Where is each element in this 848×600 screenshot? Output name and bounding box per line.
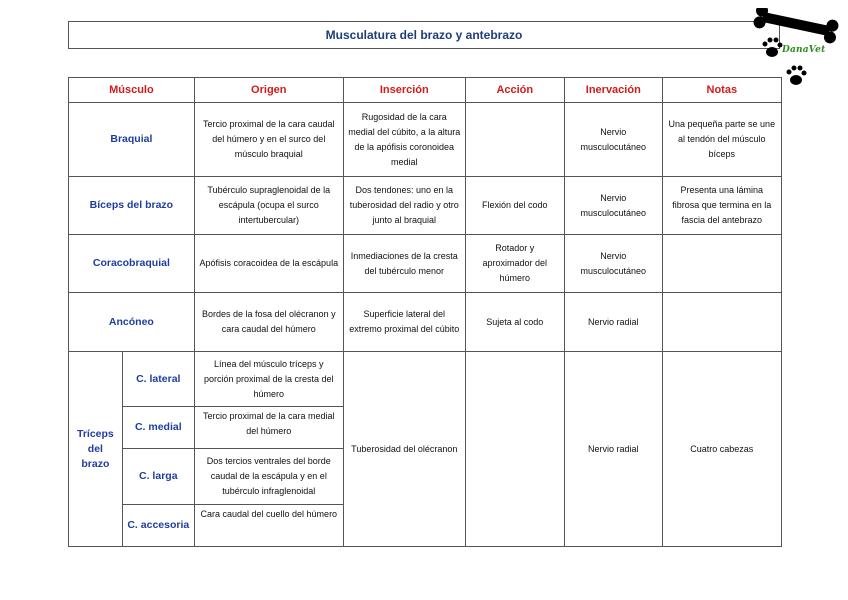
table-row [69,177,782,235]
origin-cell: Bordes de la fosa del olécranon y cara caudal del húmero [194,293,343,352]
notes-cell: Cuatro cabezas [662,352,781,547]
table-row [69,103,782,177]
muscle-name: Bíceps del brazo [69,177,195,235]
logo-text: DanaVet [782,45,826,55]
insertion-cell: Dos tendones: uno en la tuberosidad del radio y otro junto al braquial [343,177,465,235]
innervation-cell: Nervio musculocutáneo [564,103,662,177]
page-title: Musculatura del brazo y antebrazo [68,21,780,49]
header-notas: Notas [662,78,781,103]
insertion-cell: Superficie lateral del extremo proximal del cúbito [343,293,465,352]
muscle-name: Coracobraquial [69,235,195,293]
muscle-name: Braquial [69,103,195,177]
insertion-cell: Inmediaciones de la cresta del tubérculo menor [343,235,465,293]
action-cell: Rotador y aproximador del húmero [465,235,564,293]
muscle-table [68,77,782,547]
innervation-cell: Nervio musculocutáneo [564,235,662,293]
muscle-name-triceps: Tríceps del brazo [69,352,123,547]
innervation-cell: Nervio radial [564,352,662,547]
triceps-head-name: C. accesoria [122,505,194,547]
innervation-cell: Nervio musculocutáneo [564,177,662,235]
header-musculo: Músculo [69,78,195,103]
action-cell: Flexión del codo [465,177,564,235]
muscle-name: Ancóneo [69,293,195,352]
origin-cell: Dos tercios ventrales del borde caudal de la escápula y en el tubérculo infraglenoidal [194,449,343,505]
innervation-cell: Nervio radial [564,293,662,352]
danavet-logo [748,8,844,88]
notes-cell [662,235,781,293]
header-accion: Acción [465,78,564,103]
notes-cell: Presenta una lámina fibrosa que termina en la fascia del antebrazo [662,177,781,235]
triceps-head-name: C. lateral [122,352,194,407]
action-cell [465,352,564,547]
header-insercion: Inserción [343,78,465,103]
header-row [69,78,782,103]
table-row [69,235,782,293]
origin-cell: Cara caudal del cuello del húmero [194,505,343,547]
origin-cell: Tercio proximal de la cara caudal del húmero y en el surco del músculo braquial [194,103,343,177]
header-origen: Origen [194,78,343,103]
triceps-head-name: C. medial [122,407,194,449]
action-cell [465,103,564,177]
header-inervacion: Inervación [564,78,662,103]
notes-cell [662,293,781,352]
origin-cell: Apófisis coracoidea de la escápula [194,235,343,293]
insertion-cell: Tuberosidad del olécranon [343,352,465,547]
triceps-head-name: C. larga [122,449,194,505]
insertion-cell: Rugosidad de la cara medial del cúbito, a la altura de la apófisis coronoidea medial [343,103,465,177]
table-row [69,293,782,352]
origin-cell: Tubérculo supraglenoidal de la escápula (ocupa el surco intertubercular) [194,177,343,235]
action-cell: Sujeta al codo [465,293,564,352]
origin-cell: Línea del músculo tríceps y porción proximal de la cresta del húmero [194,352,343,407]
origin-cell: Tercio proximal de la cara medial del húmero [194,407,343,449]
table-row [69,352,782,407]
notes-cell: Una pequeña parte se une al tendón del músculo bíceps [662,103,781,177]
